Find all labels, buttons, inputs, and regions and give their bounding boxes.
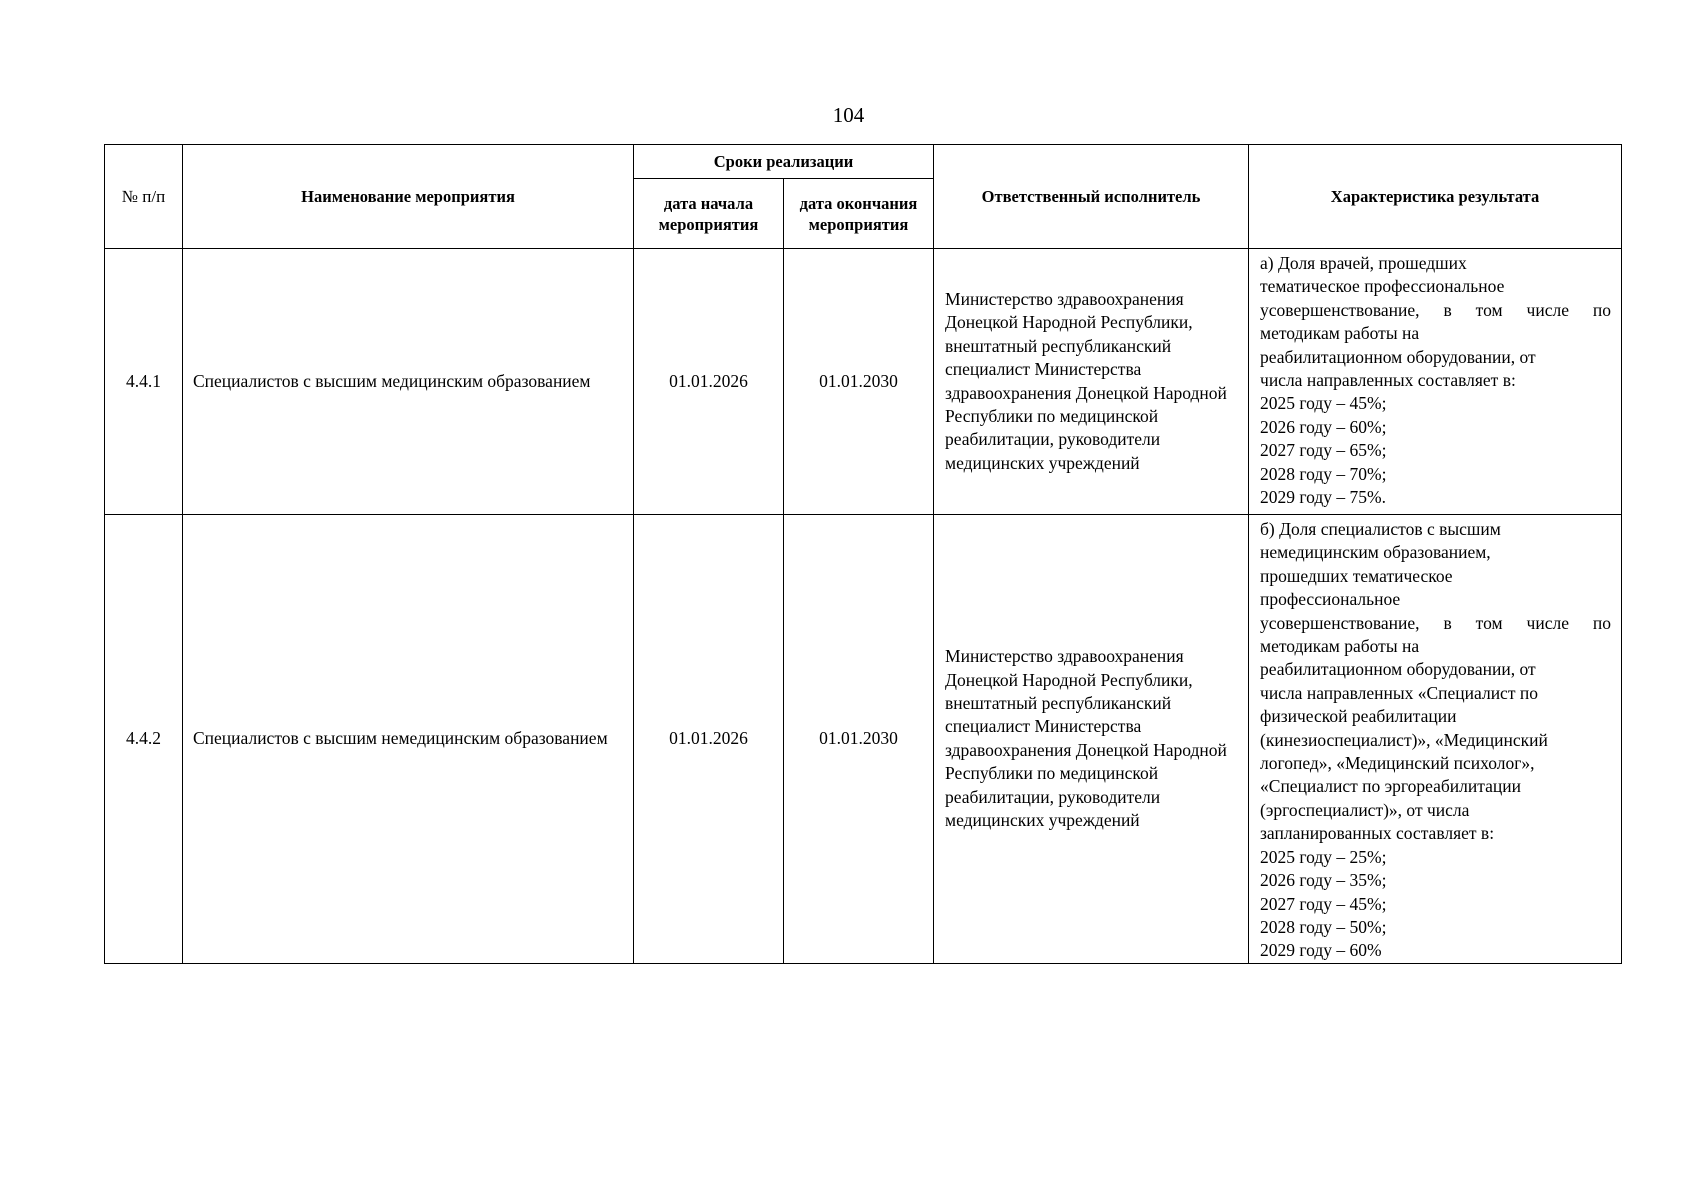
result-line: немедицинским образованием, xyxy=(1260,542,1491,563)
header-start-date: дата начала мероприятия xyxy=(634,179,784,249)
result-line: усовершенствование, в том числе по xyxy=(1260,612,1612,633)
result-line: 2029 году – 75%. xyxy=(1260,487,1386,508)
result-line: (кинезиоспециалист)», «Медицинский xyxy=(1260,729,1548,750)
result-line: профессиональное xyxy=(1260,589,1401,610)
activities-table xyxy=(104,144,1622,964)
header-num: № п/п xyxy=(105,145,183,249)
page-number: 104 xyxy=(832,103,865,127)
result-line: числа направленных составляет в: xyxy=(1260,370,1516,391)
result-line: а) Доля врачей, прошедших xyxy=(1260,253,1467,273)
result-line: 2026 году – 35%; xyxy=(1260,870,1387,891)
result-line: 2027 году – 65%; xyxy=(1260,440,1387,461)
row-num: 4.4.1 xyxy=(105,249,183,515)
result-line: 2029 году – 60% xyxy=(1260,940,1382,961)
result-line: физической реабилитации xyxy=(1260,706,1457,727)
row-end-date: 01.01.2030 xyxy=(784,515,934,964)
header-sroki: Сроки реализации xyxy=(634,145,934,179)
result-line: 2027 году – 45%; xyxy=(1260,893,1387,914)
header-end-date: дата окончания мероприятия xyxy=(784,179,934,249)
result-line: (эргоспециалист)», от числа xyxy=(1260,799,1470,820)
result-line: 2025 году – 25%; xyxy=(1260,846,1387,867)
result-line: реабилитационном оборудовании, от xyxy=(1260,659,1536,680)
result-line: числа направленных «Специалист по xyxy=(1260,682,1538,703)
result-line: б) Доля специалистов с высшим xyxy=(1260,519,1501,539)
table-row xyxy=(105,515,1622,964)
result-line: логопед», «Медицинский психолог», xyxy=(1260,753,1535,774)
table-row xyxy=(105,249,1622,515)
result-line: усовершенствование, в том числе по xyxy=(1260,299,1612,320)
header-executor: Ответственный исполнитель xyxy=(934,145,1249,249)
result-line: тематическое профессиональное xyxy=(1260,276,1505,297)
result-line: 2028 году – 50%; xyxy=(1260,916,1387,937)
result-line: методикам работы на xyxy=(1260,636,1420,657)
row-end-date: 01.01.2030 xyxy=(784,249,934,515)
row-executor: Министерство здравоохранения Донецкой Народной Республики, внештатный республиканский специалист Министерства здравоохранения Донецкой Народной Республики по медицинской реабилитации, руководители медицинских учреждений xyxy=(934,249,1249,515)
result-line: запланированных составляет в: xyxy=(1260,823,1495,844)
row-name: Специалистов с высшим медицинским образованием xyxy=(183,249,634,515)
row-executor: Министерство здравоохранения Донецкой Народной Республики, внештатный республиканский специалист Министерства здравоохранения Донецкой Народной Республики по медицинской реабилитации, руководители медицинских учреждений xyxy=(934,515,1249,964)
result-line: «Специалист по эргореабилитации xyxy=(1260,776,1521,797)
header-name: Наименование мероприятия xyxy=(183,145,634,249)
result-line: 2028 году – 70%; xyxy=(1260,463,1387,484)
result-line: 2025 году – 45%; xyxy=(1260,393,1387,414)
row-start-date: 01.01.2026 xyxy=(634,515,784,964)
header-result: Характеристика результата xyxy=(1249,145,1622,249)
row-num: 4.4.2 xyxy=(105,515,183,964)
row-result xyxy=(1249,249,1622,515)
result-line: реабилитационном оборудовании, от xyxy=(1260,346,1536,367)
row-name: Специалистов с высшим немедицинским образованием xyxy=(183,515,634,964)
row-result xyxy=(1249,515,1622,964)
result-line: методикам работы на xyxy=(1260,323,1420,344)
result-line: 2026 году – 60%; xyxy=(1260,416,1387,437)
result-line: прошедших тематическое xyxy=(1260,565,1453,586)
row-start-date: 01.01.2026 xyxy=(634,249,784,515)
